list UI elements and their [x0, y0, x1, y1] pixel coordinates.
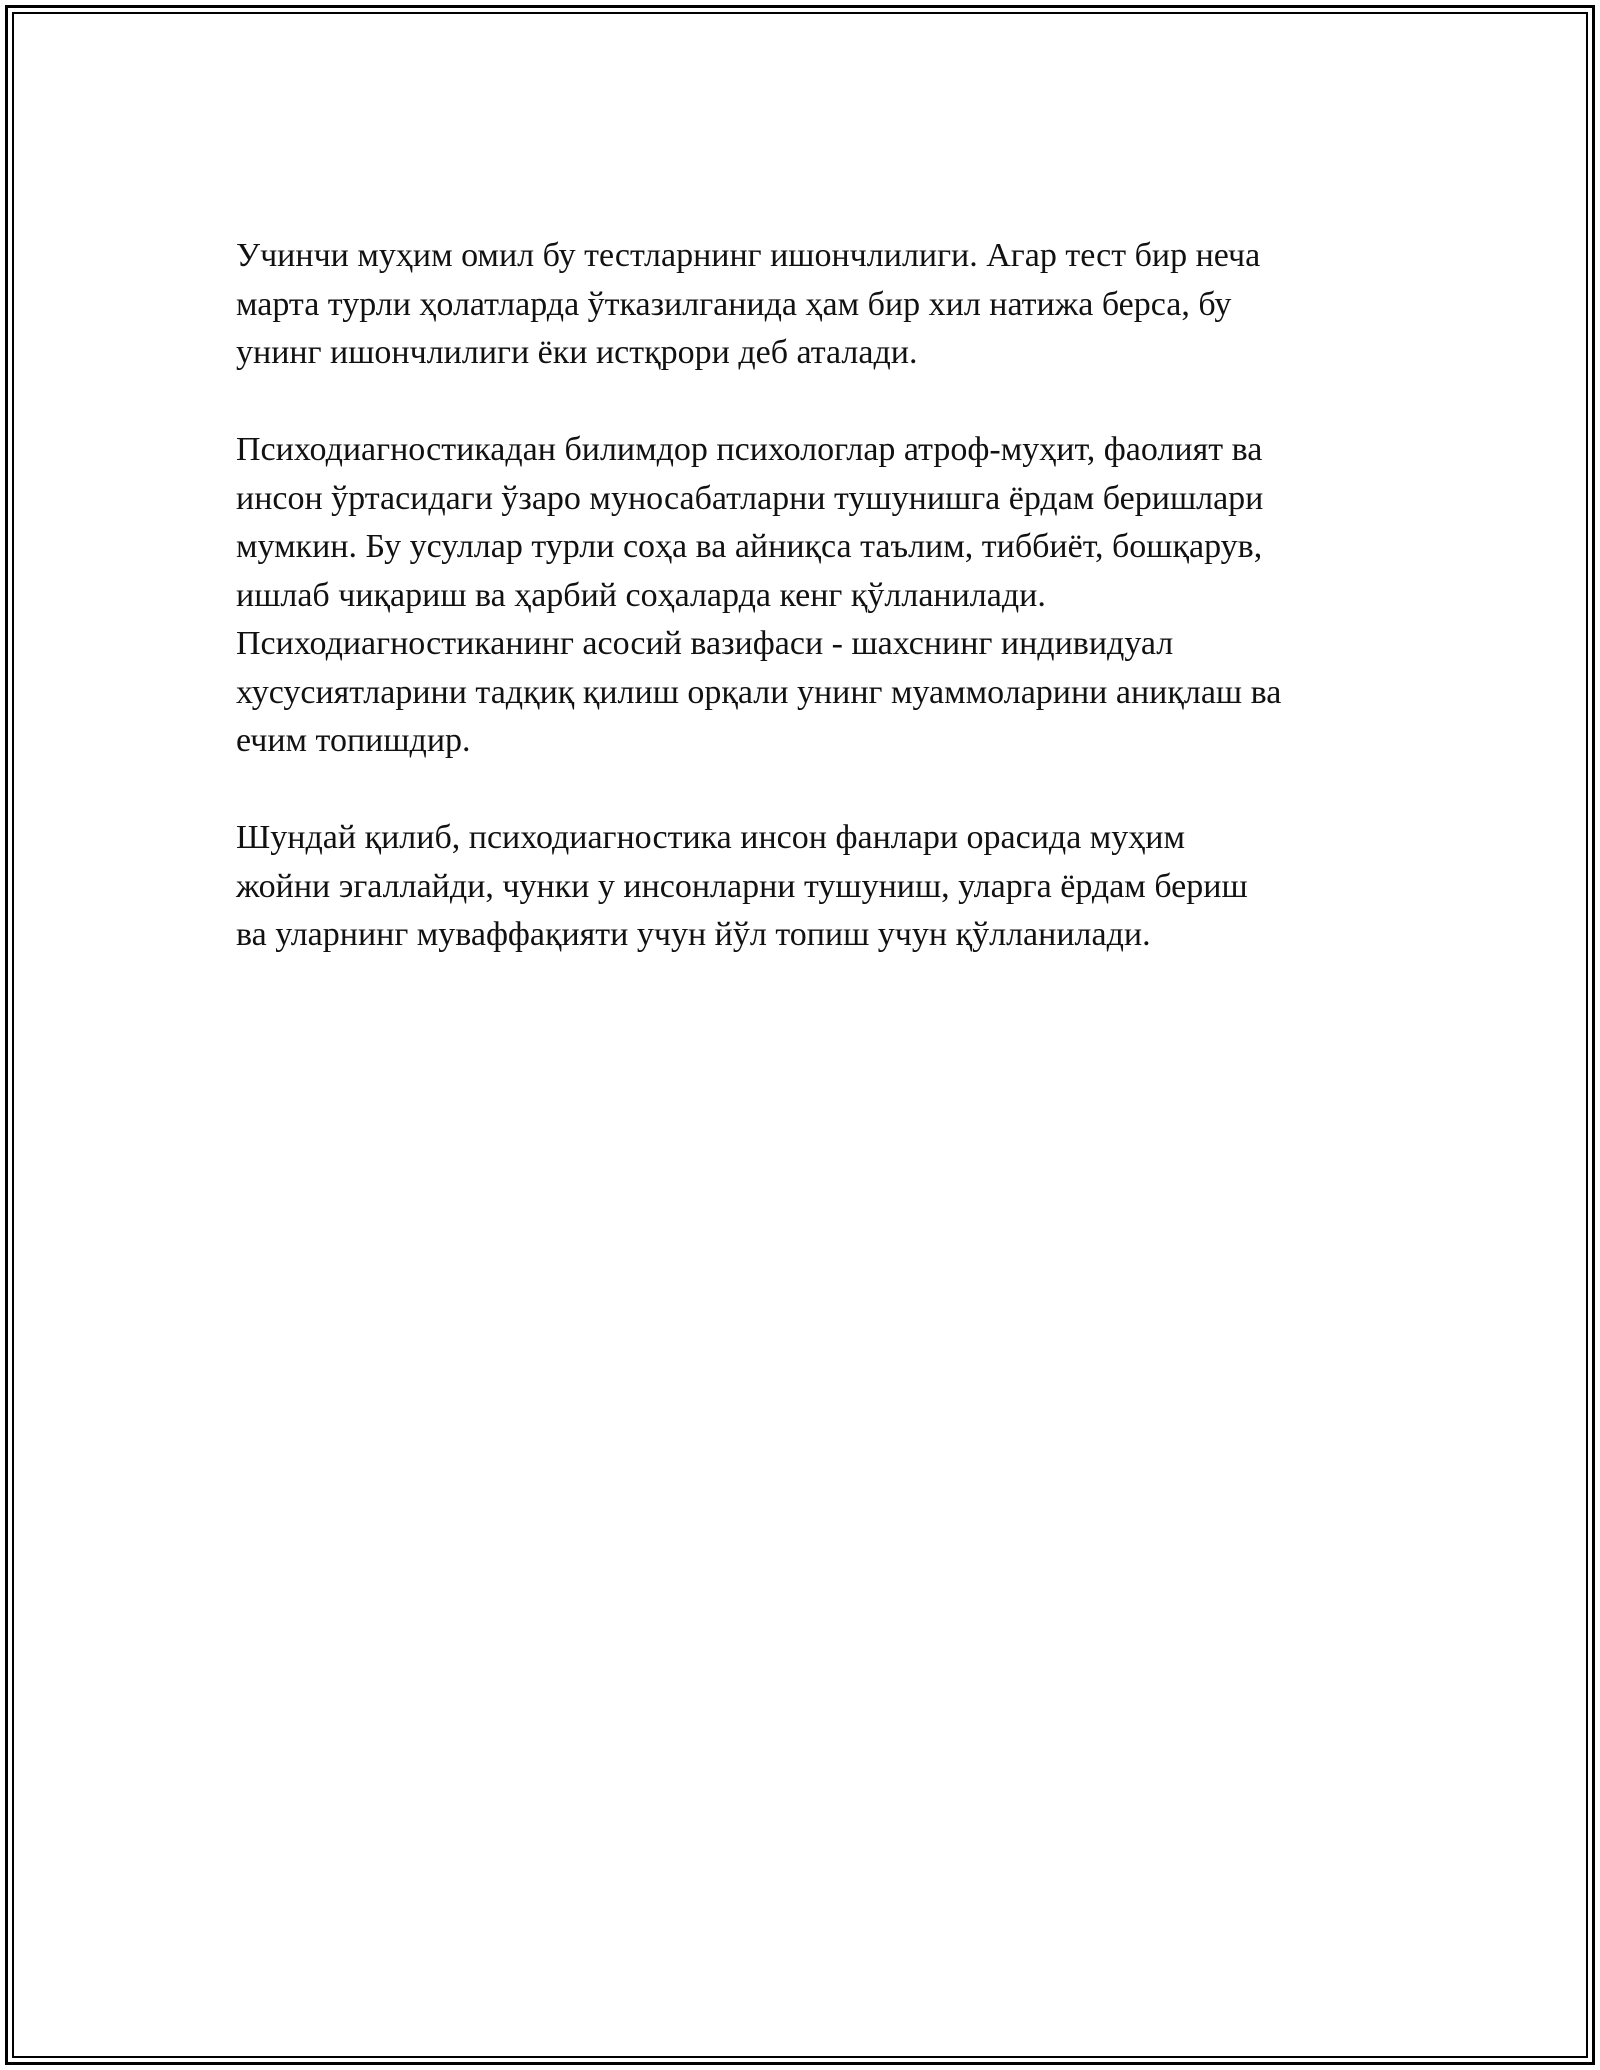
text-line: Психодиагностикадан билимдор психологлар атроф-муҳит, фаолият ва: [236, 431, 1263, 468]
text-line: унинг ишончлилиги ёки истқрори деб аталади.: [236, 334, 918, 371]
text-line: Шундай қилиб, психодиагностика инсон фанлари орасида муҳим: [236, 819, 1186, 856]
paragraph-psychodiagnostics-applications: [236, 426, 1386, 766]
text-line: Учинчи муҳим омил бу тестларнинг ишончлилиги. Агар тест бир неча: [236, 237, 1261, 274]
text-line: ишлаб чиқариш ва ҳарбий соҳаларда кенг қўлланилади.: [236, 576, 1046, 614]
text-line: ечим топишдир.: [236, 722, 471, 759]
paragraph-reliability: [236, 232, 1386, 378]
text-line: хусусиятларини тадқиқ қилиш орқали унинг муаммоларини аниқлаш ва: [236, 673, 1282, 711]
text-line: ва уларнинг муваффақияти учун йўл топиш учун қўлланилади.: [236, 916, 1151, 953]
text-line: инсон ўртасидаги ўзаро муносабатларни тушунишга ёрдам беришлари: [236, 479, 1264, 517]
text-line: мумкин. Бу усуллар турли соҳа ва айниқса таълим, тиббиёт, бошқарув,: [236, 528, 1263, 565]
paragraph-conclusion: [236, 814, 1386, 960]
text-line: жойни эгаллайди, чунки у инсонларни тушуниш, уларга ёрдам бериш: [236, 867, 1248, 905]
text-line: марта турли ҳолатларда ўтказилганида ҳам бир хил натижа берса, бу: [236, 285, 1232, 323]
text-line: Психодиагностиканинг асосий вазифаси - шахснинг индивидуал: [236, 625, 1174, 662]
page-content: [236, 232, 1386, 1008]
